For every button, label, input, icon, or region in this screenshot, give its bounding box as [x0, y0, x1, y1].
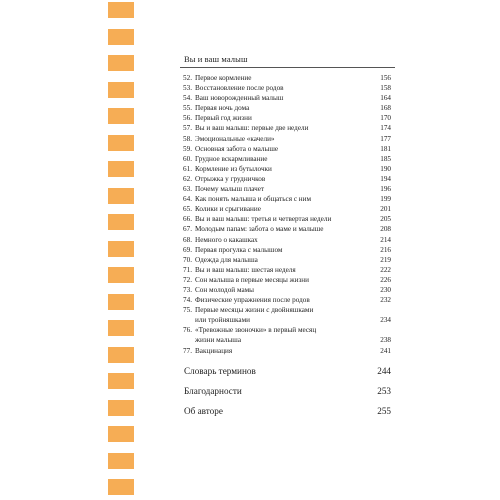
toc-entry [180, 265, 391, 275]
toc-entry [180, 285, 391, 295]
spiral-tab [108, 479, 134, 495]
toc-entry [180, 154, 391, 164]
toc-entry-number: 60. [183, 154, 192, 163]
toc-entry-page: 241 [380, 346, 391, 355]
toc-entry [180, 346, 391, 356]
toc-entry-title: Сон молодой мамы [195, 285, 255, 294]
toc-entry-number: 59. [183, 144, 192, 153]
toc-entry-page: 170 [380, 114, 391, 123]
toc-entry-page: 177 [380, 134, 391, 143]
toc-entry-number: 74. [183, 296, 192, 305]
toc-entry [180, 83, 391, 93]
toc-entry-title: Вы и ваш малыш: шестая неделя [195, 265, 296, 274]
toc-entry-number: 65. [183, 205, 192, 214]
toc-entry-page: 156 [380, 74, 391, 82]
toc-entry-page: 226 [380, 275, 391, 284]
toc-entry [180, 235, 391, 245]
toc-entry-number: 68. [183, 235, 192, 244]
toc-entry-page: 168 [380, 104, 391, 113]
toc-entry-number: 57. [183, 124, 192, 133]
toc-entry-title: Первые месяцы жизни с двойняшками [195, 306, 314, 315]
toc-entry-title-continuation: или тройняшками [195, 316, 250, 325]
toc-entry [180, 73, 391, 83]
toc-entry [180, 325, 391, 345]
toc-entry [180, 194, 391, 204]
spiral-tab [108, 2, 134, 18]
back-matter-page: 255 [377, 406, 391, 416]
spiral-tab [108, 373, 134, 389]
toc-entry-page: 214 [380, 235, 391, 244]
spiral-tab [108, 453, 134, 469]
spiral-tab [108, 347, 134, 363]
toc-entry-title: Одежда для малыша [195, 255, 258, 264]
toc-entry [180, 174, 391, 184]
toc-entry-title: Вы и ваш малыш: первые две недели [195, 124, 309, 133]
toc-entry-title: Почему малыш плачет [195, 185, 265, 194]
toc-entry-number: 61. [183, 164, 192, 173]
toc-entry-title: Физические упражнения после родов [195, 296, 310, 305]
toc-entry-title: Отрыжка у грудничков [195, 174, 266, 183]
toc-entry-title: Первое кормление [195, 74, 252, 82]
toc-entry-number: 52. [183, 74, 192, 82]
spiral-tab [108, 161, 134, 177]
spiral-tab [108, 426, 134, 442]
section-title: Вы и ваш малыш [184, 54, 248, 64]
back-matter-title: Благодарности [184, 386, 242, 396]
toc-entry-page: 222 [380, 265, 391, 274]
spiral-tab [108, 82, 134, 98]
back-matter-entry [184, 366, 391, 376]
toc-entry-page: 208 [380, 225, 391, 234]
toc-entry-title: Основная забота о малыше [195, 144, 279, 153]
spiral-tab [108, 294, 134, 310]
toc-entry [180, 144, 391, 154]
toc-entry [180, 113, 391, 123]
toc-entry-page: 185 [380, 154, 391, 163]
toc-entry-page: 216 [380, 245, 391, 254]
toc-entry-number: 77. [183, 346, 192, 355]
toc-entry-title: Кормление из бутылочки [195, 164, 272, 173]
toc-page [180, 0, 395, 500]
toc-entry-number: 70. [183, 255, 192, 264]
toc-entry-page: 181 [380, 144, 391, 153]
toc-entry [180, 164, 391, 174]
toc-entry-title: Первый год жизни [195, 114, 252, 123]
toc-entry-title-continuation: жизни малыша [195, 336, 242, 345]
toc-entry [180, 93, 391, 103]
toc-entry-title: Восстановление после родов [195, 84, 284, 93]
toc-entry-page: 158 [380, 84, 391, 93]
toc-entry-title: Сон малыша в первые месяцы жизни [195, 275, 309, 284]
toc-entry-title: Вы и ваш малыш: третья и четвертая недели [195, 215, 332, 224]
toc-entry-page: 205 [380, 215, 391, 224]
toc-entry-page: 219 [380, 255, 391, 264]
toc-entry-number: 71. [183, 265, 192, 274]
toc-entry-title: Колики и срыгивание [195, 205, 261, 214]
toc-entry-title: Первая ночь дома [195, 104, 250, 113]
toc-entry [180, 123, 391, 133]
spiral-tab [108, 320, 134, 336]
toc-entry-number: 64. [183, 195, 192, 204]
toc-entry-number: 53. [183, 84, 192, 93]
toc-entry [180, 134, 391, 144]
toc-entry-number: 55. [183, 104, 192, 113]
toc-entry-page: 201 [380, 205, 391, 214]
back-matter-entry [184, 406, 391, 416]
toc-entry-title: Вакцинация [195, 346, 233, 355]
toc-entry-number: 58. [183, 134, 192, 143]
toc-entry-number: 62. [183, 174, 192, 183]
spiral-tab [108, 188, 134, 204]
spiral-tab [108, 55, 134, 71]
spiral-tab [108, 400, 134, 416]
spiral-tab [108, 135, 134, 151]
toc-entry [180, 295, 391, 305]
toc-entry [180, 214, 391, 224]
toc-entry-page: 190 [380, 164, 391, 173]
toc-entry-number: 66. [183, 215, 192, 224]
toc-entry [180, 204, 391, 214]
toc-entry-page: 194 [380, 174, 391, 183]
toc-entry-title: «Тревожные звоночки» в первый месяц [195, 326, 317, 335]
section-divider [180, 67, 395, 68]
toc-entry [180, 275, 391, 285]
toc-entry-number: 73. [183, 285, 192, 294]
toc-entry [180, 305, 391, 325]
toc-entry-title: Ваш новорожденный малыш [195, 94, 284, 103]
toc-entry-title: Эмоциональные «качели» [195, 134, 275, 143]
toc-entry-number: 76. [183, 326, 192, 335]
toc-entry-page: 238 [380, 336, 391, 345]
toc-entry-number: 67. [183, 225, 192, 234]
toc-entry-page: 174 [380, 124, 391, 133]
spiral-tab [108, 108, 134, 124]
toc-entry [180, 224, 391, 234]
back-matter-title: Об авторе [184, 406, 223, 416]
spiral-tab [108, 214, 134, 230]
toc-entry-page: 234 [380, 316, 391, 325]
back-matter-entry [184, 386, 391, 396]
spiral-tab [108, 241, 134, 257]
toc-entry-title: Как понять малыша и общаться с ним [195, 195, 312, 204]
toc-entry-number: 63. [183, 185, 192, 194]
back-matter-page: 253 [377, 386, 391, 396]
toc-entry [180, 184, 391, 194]
toc-entry-page: 196 [380, 185, 391, 194]
toc-entry-number: 54. [183, 94, 192, 103]
spiral-tab [108, 267, 134, 283]
toc-entry [180, 245, 391, 255]
toc-entry-page: 164 [380, 94, 391, 103]
back-matter-title: Словарь терминов [184, 366, 256, 376]
toc-list [180, 73, 391, 356]
toc-entry [180, 255, 391, 265]
toc-entry-number: 75. [183, 306, 192, 315]
toc-entry-title: Немного о какашках [195, 235, 258, 244]
back-matter-page: 244 [377, 366, 391, 376]
toc-entry-number: 72. [183, 275, 192, 284]
toc-entry-number: 56. [183, 114, 192, 123]
toc-entry-page: 232 [380, 296, 391, 305]
toc-entry-page: 230 [380, 285, 391, 294]
spiral-tab [108, 29, 134, 45]
toc-entry-page: 199 [380, 195, 391, 204]
toc-entry-title: Грудное вскармливание [195, 154, 268, 163]
toc-entry-title: Первая прогулка с малышом [195, 245, 283, 254]
toc-entry-title: Молодым папам: забота о маме и малыше [195, 225, 324, 234]
spiral-binding [108, 0, 134, 500]
toc-entry-number: 69. [183, 245, 192, 254]
toc-entry [180, 103, 391, 113]
